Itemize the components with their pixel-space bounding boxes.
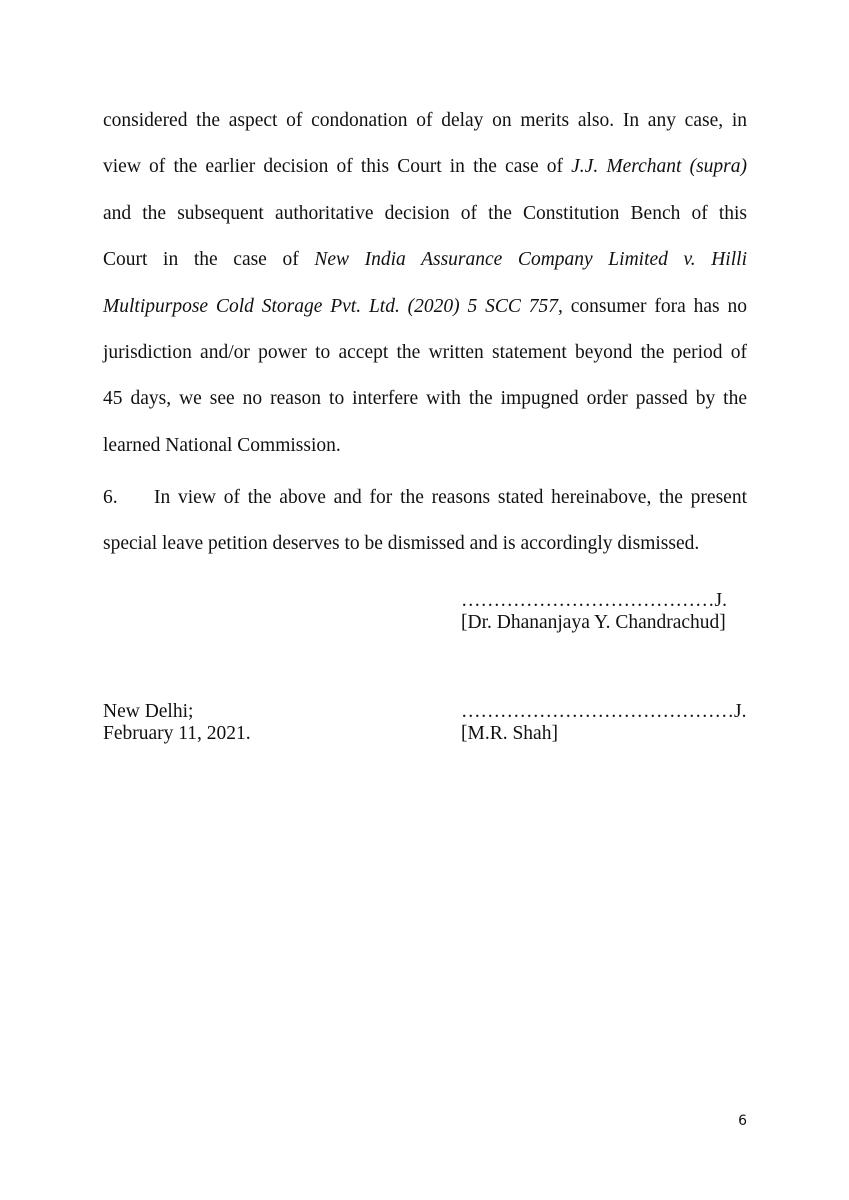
paragraph-line [103, 330, 747, 376]
place-date-block [103, 701, 251, 745]
text: Court in the case of [103, 249, 315, 271]
signature-block-1 [461, 590, 727, 634]
paragraph-5 [103, 98, 747, 469]
paragraph-line [103, 423, 747, 469]
page-number: 6 [738, 1113, 747, 1129]
case-citation: New India Assurance Company Limited v. Hilli [314, 249, 747, 271]
case-citation: Multipurpose Cold Storage Pvt. Ltd. (2020) 5 SCC 757 [103, 295, 558, 317]
text: and the subsequent authoritative decision of the Constitution Bench of this [103, 202, 747, 224]
text: In view of the above and for the reasons stated hereinabove, the present [154, 487, 747, 508]
paragraph-6 [103, 475, 747, 568]
paragraph-number: 6. [103, 487, 118, 508]
paragraph-line [103, 475, 747, 521]
case-citation: J.J. Merchant (supra) [571, 156, 747, 178]
signature-line: ……………………………………J. [461, 701, 747, 722]
paragraph-line [103, 144, 747, 190]
paragraph-line [103, 98, 747, 144]
text: , consumer fora has no [558, 295, 747, 317]
paragraph-line [103, 521, 747, 567]
date: February 11, 2021. [103, 723, 251, 744]
paragraph-line [103, 376, 747, 422]
place: New Delhi; [103, 701, 194, 722]
paragraph-line [103, 191, 747, 237]
judge-name: [M.R. Shah] [461, 723, 558, 744]
text: considered the aspect of condonation of delay on merits also. In any case, in [103, 110, 747, 131]
paragraph-line [103, 237, 747, 283]
text: view of the earlier decision of this Court in the case of [103, 156, 572, 178]
paragraph-line [103, 284, 747, 330]
signature-line: …………………………………J. [461, 590, 727, 611]
signature-block-2 [461, 701, 746, 745]
text: special leave petition deserves to be dismissed and is accordingly dismissed. [103, 533, 700, 555]
text: 45 days, we see no reason to interfere with the impugned order passed by the [103, 388, 747, 410]
text: learned National Commission. [103, 434, 341, 456]
text: jurisdiction and/or power to accept the written statement beyond the period of [103, 341, 747, 363]
judge-name: [Dr. Dhananjaya Y. Chandrachud] [461, 612, 726, 633]
